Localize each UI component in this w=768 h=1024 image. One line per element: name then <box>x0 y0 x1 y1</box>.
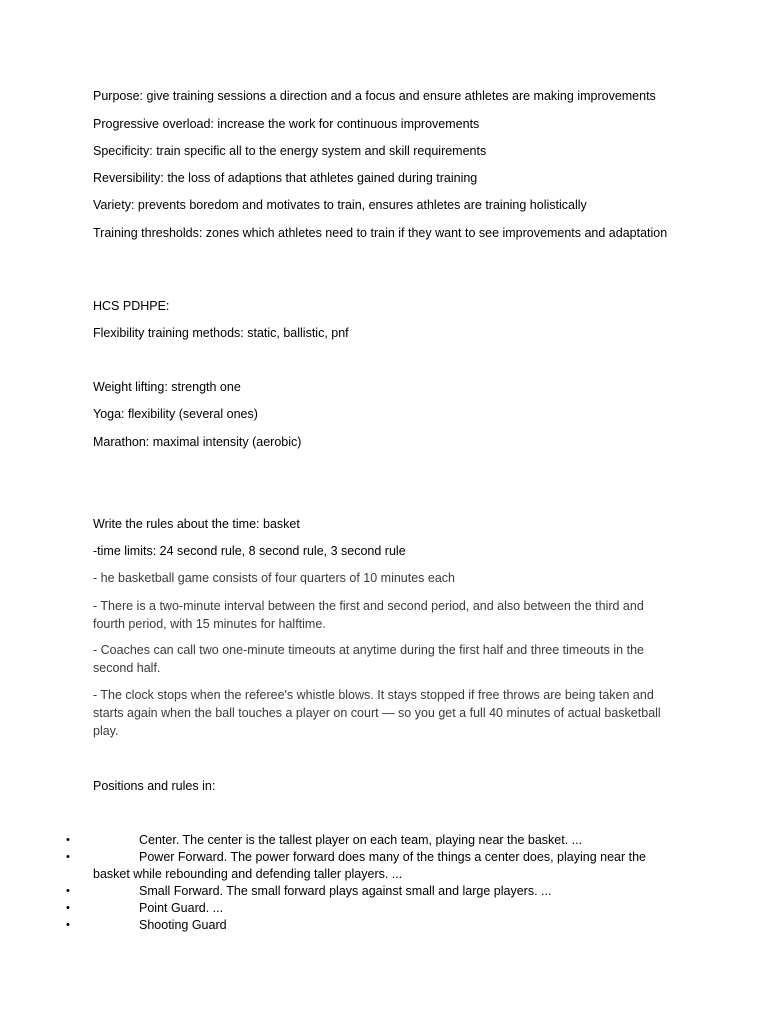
yoga-line: Yoga: flexibility (several ones) <box>93 407 258 421</box>
progressive-overload-line: Progressive overload: increase the work for continuous improvements <box>93 117 480 131</box>
list-item: Center. The center is the tallest player on each team, playing near the basket. ... <box>139 833 583 847</box>
bullet-icon: • <box>66 885 70 897</box>
bullet-icon: • <box>66 851 70 863</box>
bullet-icon: • <box>66 902 70 914</box>
time-rules-heading: Write the rules about the time: basket <box>93 517 300 531</box>
bullet-icon: • <box>66 834 70 846</box>
quarters-rule: - he basketball game consists of four quarters of 10 minutes each <box>93 571 455 585</box>
timeouts-rule: - Coaches can call two one-minute timeouts at anytime during the first half and three timeouts in the second half. <box>93 643 644 675</box>
interval-rule: - There is a two-minute interval between the first and second period, and also between the third and fourth period, with 15 minutes for halftime. <box>93 599 644 631</box>
weight-lifting-line: Weight lifting: strength one <box>93 380 241 394</box>
list-item: Power Forward. The power forward does many of the things a center does, playing near the basket while rebounding and defending taller players. ... <box>93 850 646 881</box>
list-item: Shooting Guard <box>139 918 227 932</box>
flexibility-methods-line: Flexibility training methods: static, ballistic, pnf <box>93 326 349 340</box>
specificity-line: Specificity: train specific all to the energy system and skill requirements <box>93 144 487 158</box>
list-item: Point Guard. ... <box>139 901 224 915</box>
clock-rule: - The clock stops when the referee's whistle blows. It stays stopped if free throws are being taken and starts again when the ball touches a player on court — so you get a full 40 minutes of actual basketball play. <box>93 688 661 738</box>
marathon-line: Marathon: maximal intensity (aerobic) <box>93 435 302 449</box>
bullet-icon: • <box>66 919 70 931</box>
list-item: Small Forward. The small forward plays against small and large players. ... <box>139 884 552 898</box>
hcs-pdhpe-heading: HCS PDHPE: <box>93 299 170 313</box>
variety-line: Variety: prevents boredom and motivates to train, ensures athletes are training holistically <box>93 198 587 212</box>
reversibility-line: Reversibility: the loss of adaptions that athletes gained during training <box>93 171 478 185</box>
purpose-line: Purpose: give training sessions a direction and a focus and ensure athletes are making improvements <box>93 89 656 103</box>
training-thresholds-line: Training thresholds: zones which athletes need to train if they want to see improvements and adaptation <box>93 226 668 240</box>
time-limits-line: -time limits: 24 second rule, 8 second rule, 3 second rule <box>93 544 406 558</box>
positions-heading: Positions and rules in: <box>93 779 216 793</box>
